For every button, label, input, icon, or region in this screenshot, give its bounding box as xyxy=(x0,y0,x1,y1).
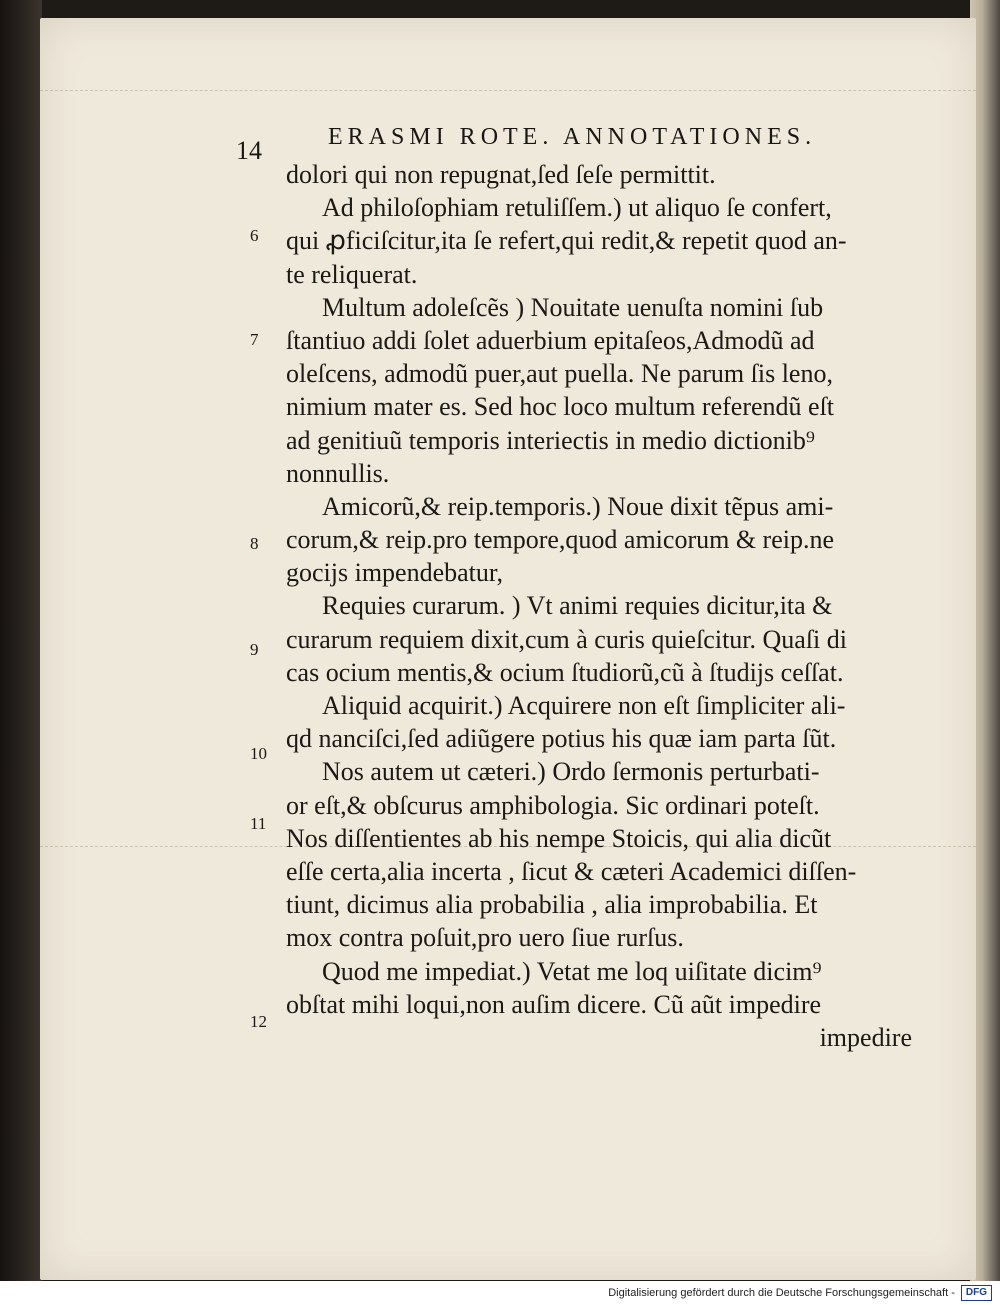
text-line: corum,& reip.pro tempore,quod amicorum & reip.ne xyxy=(286,525,835,555)
text-line: Ad philoſophiam retuliſſem.) ut aliquo ſe confert, xyxy=(322,193,832,223)
margin-number: 7 xyxy=(250,330,259,349)
text-line: nonnullis. xyxy=(286,458,390,488)
text-line: Nos autem ut cæteri.) Ordo ſermonis perturbati- xyxy=(322,757,820,787)
text-line: Amicorũ,& reip.temporis.) Noue dixit tẽpus ami- xyxy=(322,491,834,521)
digitization-credit-bar xyxy=(0,1281,1000,1305)
margin-number: 11 xyxy=(250,814,267,833)
text-line: oleſcens, admodũ puer,aut puella. Ne parum ſis leno, xyxy=(286,359,833,389)
text-line: nimium mater es. Sed hoc loco multum referendũ eſt xyxy=(286,392,835,422)
text-line: gocijs impendebatur, xyxy=(286,558,504,588)
text-line: Nos diſſentientes ab his nempe Stoicis, qui alia dicũt xyxy=(286,823,832,853)
text-line: mox contra poſuit,pro uero ſiue rurſus. xyxy=(286,923,684,953)
text-line: tiunt, dicimus alia probabilia , alia improbabilia. Et xyxy=(286,890,818,920)
page-crease xyxy=(40,90,976,93)
text-line: Multum adoleſcẽs ) Nouitate uenuſta nomini ſub xyxy=(322,292,824,322)
margin-number: 6 xyxy=(250,226,259,245)
text-line: ſtantiuo addi ſolet aduerbium epitaſeos,Admodũ ad xyxy=(286,325,815,355)
text-line: dolori qui non repugnat,ſed ſeſe permittit. xyxy=(286,160,716,189)
text-line: Aliquid acquirit.) Acquirere non eſt ſimpliciter ali- xyxy=(322,691,846,720)
text-line: te reliquerat. xyxy=(286,259,418,289)
text-line: qui ꝓficiſcitur,ita ſe refert,qui redit,& repetit quod an- xyxy=(286,226,847,256)
text-line: Requies curarum. ) Vt animi requies dicitur,ita & xyxy=(322,591,833,621)
margin-number: 10 xyxy=(250,744,267,763)
credit-text: Digitalisierung gefördert durch die Deutsche Forschungsgemeinschaft - xyxy=(608,1287,955,1299)
text-line: eſſe certa,alia incerta , ſicut & cæteri Academici diſſen- xyxy=(286,856,857,886)
text-line: cas ocium mentis,& ocium ſtudiorũ,cũ à ſtudijs ceſſat. xyxy=(286,657,844,687)
page-text xyxy=(286,158,926,1054)
dfg-logo: DFG xyxy=(961,1285,992,1301)
margin-number: 9 xyxy=(250,640,259,659)
text-line: or eſt,& obſcurus amphibologia. Sic ordinari poteſt. xyxy=(286,790,820,820)
text-line: curarum requiem dixit,cum à curis quieſcitur. Quaſi di xyxy=(286,624,848,654)
margin-number: 12 xyxy=(250,1012,267,1031)
text-line: obſtat mihi loqui,non auſim dicere. Cũ aũt impedire xyxy=(286,989,822,1019)
running-head: ERASMI ROTE. ANNOTATIONES. xyxy=(328,124,817,150)
folio-number: 14 xyxy=(236,136,262,165)
book-binding xyxy=(0,0,42,1290)
text-line: Quod me impediat.) Vetat me loq uiſitate dicim⁹ xyxy=(322,956,822,986)
text-line: ad genitiuũ temporis interiectis in medio dictionib⁹ xyxy=(286,425,815,455)
margin-number: 8 xyxy=(250,534,259,553)
text-line: qd nanciſci,ſed adiũgere potius his quæ iam parta ſũt. xyxy=(286,724,837,754)
catchword: impedire xyxy=(819,1022,912,1052)
